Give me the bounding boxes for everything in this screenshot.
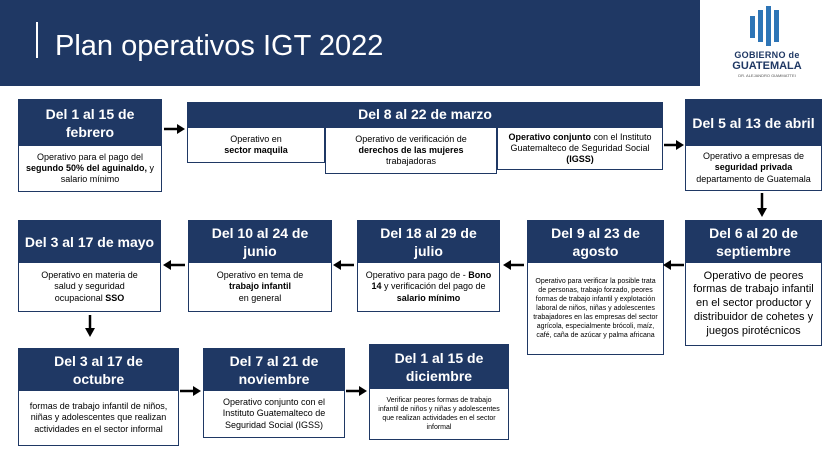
step-agosto-date: Del 9 al 23 de agosto bbox=[528, 221, 663, 263]
arrow-left-icon bbox=[663, 259, 685, 271]
step-mayo-date: Del 3 al 17 de mayo bbox=[19, 221, 160, 263]
logo-line-3: DR. ALEJANDRO GIAMMATTEI bbox=[738, 73, 796, 78]
step-marzo-date: Del 8 al 22 de marzo bbox=[187, 102, 663, 127]
step-octubre-date: Del 3 al 17 de octubre bbox=[19, 349, 178, 391]
step-abril-date: Del 5 al 13 de abril bbox=[686, 100, 821, 146]
step-marzo-maquila: Operativo en sector maquila bbox=[187, 127, 325, 163]
arrow-down-icon bbox=[84, 314, 96, 338]
step-agosto bbox=[527, 220, 664, 355]
logo-line-1: GOBIERNO de bbox=[734, 50, 800, 60]
step-mayo-desc: Operativo en materia de salud y seguridad ocupacional SSO bbox=[41, 270, 138, 303]
arrow-down-icon bbox=[756, 192, 768, 218]
step-febrero-desc: Operativo para el pago del segundo 50% del aguinaldo, y salario mínimo bbox=[25, 151, 155, 185]
arrow-right-icon bbox=[663, 139, 685, 151]
step-septiembre bbox=[685, 220, 822, 346]
arrow-right-icon bbox=[345, 385, 368, 397]
step-febrero bbox=[18, 99, 162, 192]
gobierno-guatemala-logo bbox=[712, 6, 822, 82]
step-mayo bbox=[18, 220, 161, 312]
page-title: Plan operativos IGT 2022 bbox=[55, 30, 384, 62]
step-julio-date: Del 18 al 29 de julio bbox=[358, 221, 499, 263]
logo-line-2: GUATEMALA bbox=[732, 60, 802, 72]
step-septiembre-desc: Operativo de peores formas de trabajo infantil en el sector productor y distribuidor de cohetes y juegos pirotécnicos bbox=[693, 269, 814, 337]
step-julio-desc: Operativo para pago de - Bono 14 y verificación del pago de salario mínimo bbox=[365, 270, 492, 303]
header-divider bbox=[36, 22, 38, 58]
step-marzo bbox=[187, 102, 663, 174]
step-julio bbox=[357, 220, 500, 312]
step-noviembre bbox=[203, 348, 345, 438]
arrow-left-icon bbox=[333, 259, 355, 271]
step-junio-date: Del 10 al 24 de junio bbox=[189, 221, 331, 263]
step-diciembre bbox=[369, 344, 509, 440]
arrow-right-icon bbox=[162, 123, 186, 135]
step-junio-desc: Operativo en tema de trabajo infantil en general bbox=[216, 270, 304, 303]
step-agosto-desc: Operativo para verificar la posible trata de personas, trabajo forzado, peores formas de trabajo infantil y explotación laboral de niños, niñas y adolescentes trabajadores en las empresas del sector agrícola, especialmente brócoli, maíz, café, caña de azúcar y palma africana bbox=[533, 277, 658, 340]
step-noviembre-desc: Operativo conjunto con el Instituto Guatemalteco de Seguridad Social (IGSS) bbox=[222, 397, 326, 430]
step-octubre bbox=[18, 348, 179, 446]
step-abril bbox=[685, 99, 822, 191]
logo-bars-icon bbox=[736, 6, 796, 46]
step-octubre-desc: formas de trabajo infantil de niños, niñas y adolescentes que realizan actividades en el sector informal bbox=[29, 401, 168, 434]
arrow-left-icon bbox=[503, 259, 525, 271]
step-marzo-igss: Operativo conjunto con el Instituto Guatemalteco de Seguridad Social (IGSS) bbox=[497, 127, 663, 170]
arrow-left-icon bbox=[163, 259, 186, 271]
arrow-right-icon bbox=[179, 385, 202, 397]
step-abril-desc: Operativo a empresas de seguridad privada departamento de Guatemala bbox=[696, 151, 811, 184]
step-marzo-mujeres: Operativo de verificación de derechos de las mujeres trabajadoras bbox=[325, 127, 497, 174]
step-noviembre-date: Del 7 al 21 de noviembre bbox=[204, 349, 344, 391]
step-febrero-date: Del 1 al 15 de febrero bbox=[19, 100, 161, 146]
step-junio bbox=[188, 220, 332, 312]
step-diciembre-date: Del 1 al 15 de diciembre bbox=[370, 345, 508, 389]
header-banner bbox=[0, 0, 700, 86]
step-diciembre-desc: Verificar peores formas de trabajo infantil de niños y niñas y adolescentes que realizan actividades en el sector informal bbox=[378, 396, 500, 432]
step-septiembre-date: Del 6 al 20 de septiembre bbox=[686, 221, 821, 263]
